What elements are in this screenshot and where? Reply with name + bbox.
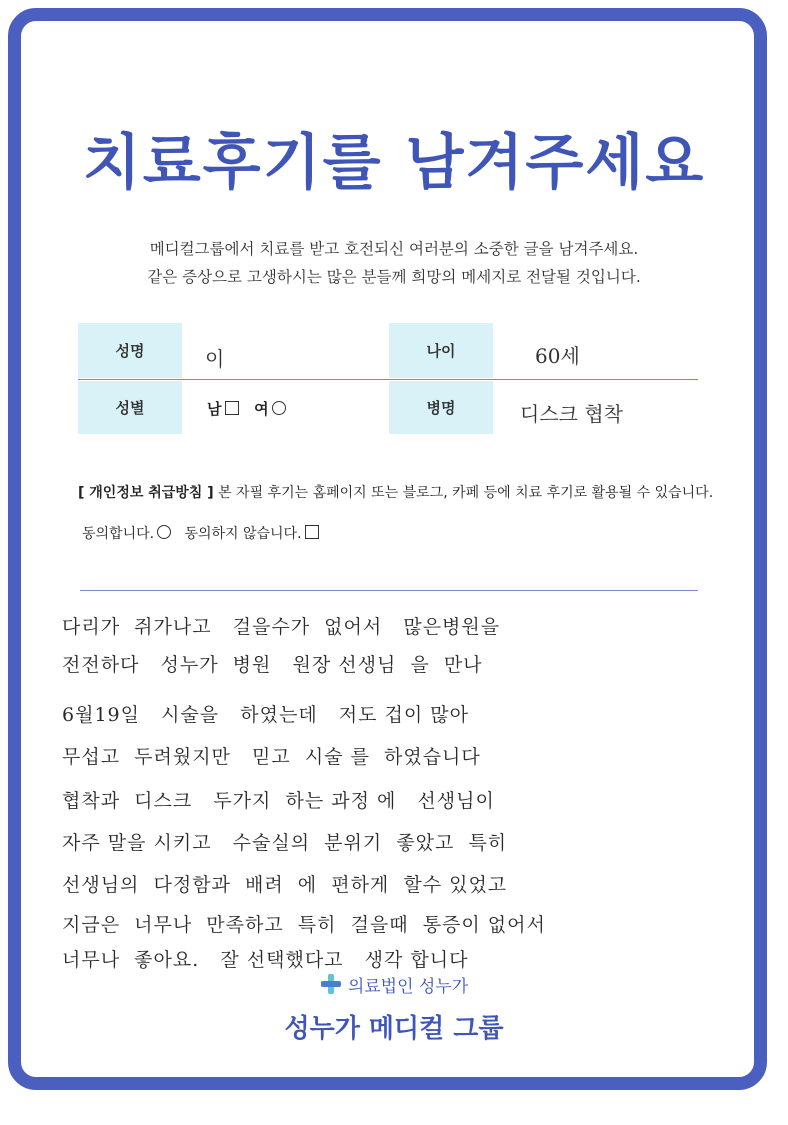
agree-label: 동의합니다.: [82, 526, 155, 542]
gender-female-checkbox[interactable]: [272, 401, 286, 415]
intro-line-1: 메디컬그룹에서 치료를 받고 호전되신 여러분의 소중한 글을 남겨주세요.: [149, 240, 639, 258]
review-line: 지금은 너무나 만족하고 특히 걸을때 통증이 없어서: [62, 914, 546, 936]
brand-name: 성누가 메디컬 그룹: [284, 1014, 504, 1044]
gender-male-label: 남: [207, 400, 222, 418]
review-line: 다리가 쥐가나고 걸을수가 없어서 많은병원을: [62, 616, 501, 638]
gender-label: 성별: [78, 381, 182, 434]
review-line: 자주 말을 시키고 수술실의 분위기 좋았고 특히: [62, 832, 508, 854]
intro-line-2: 같은 증상으로 고생하시는 많은 분들께 희망의 메세지로 전달될 것입니다.: [147, 268, 641, 286]
review-line: 6월19일 시술을 하였는데 저도 겁이 많아: [62, 704, 470, 726]
disease-value[interactable]: 디스크 협착: [520, 402, 623, 426]
review-top-rule: [80, 590, 698, 591]
age-label: 나이: [389, 323, 493, 378]
disagree-checkbox[interactable]: [305, 525, 319, 539]
policy-text: 본 자필 후기는 홈페이지 또는 블로그, 카페 등에 치료 후기로 활용될 수 있습니다.: [218, 485, 714, 501]
org-name: 의료법인 성누가: [347, 977, 469, 997]
review-line: 선생님의 다정함과 배려 에 편하게 할수 있었고: [62, 874, 508, 896]
gender-male-checkbox[interactable]: [225, 401, 239, 415]
review-line: 협착과 디스크 두가지 하는 과정 에 선생님이: [62, 790, 495, 812]
age-value[interactable]: 60세: [535, 344, 580, 368]
disagree-label: 동의하지 않습니다.: [184, 526, 302, 542]
privacy-policy: [78, 482, 728, 502]
name-label: 성명: [78, 323, 182, 378]
review-line: 전전하다 성누가 병원 원장 선생님 을 만나: [62, 654, 483, 676]
policy-heading: [ 개인정보 취급방침 ]: [78, 485, 214, 501]
page-title: 치료후기를 남겨주세요: [82, 128, 706, 198]
review-line: 무섭고 두려웠지만 믿고 시술 를 하였습니다: [62, 746, 481, 768]
org-logo-row: [0, 972, 788, 1000]
gender-options: [207, 398, 286, 419]
review-line: 너무나 좋아요. 잘 선택했다고 생각 합니다: [62, 949, 469, 971]
form-divider: [78, 379, 698, 380]
consent-row: [82, 523, 319, 543]
gender-female-label: 여: [254, 400, 269, 418]
disease-label: 병명: [389, 381, 493, 434]
name-value[interactable]: 이: [205, 347, 225, 371]
agree-checkbox[interactable]: [157, 525, 171, 539]
cross-logo-icon: [320, 973, 342, 1000]
